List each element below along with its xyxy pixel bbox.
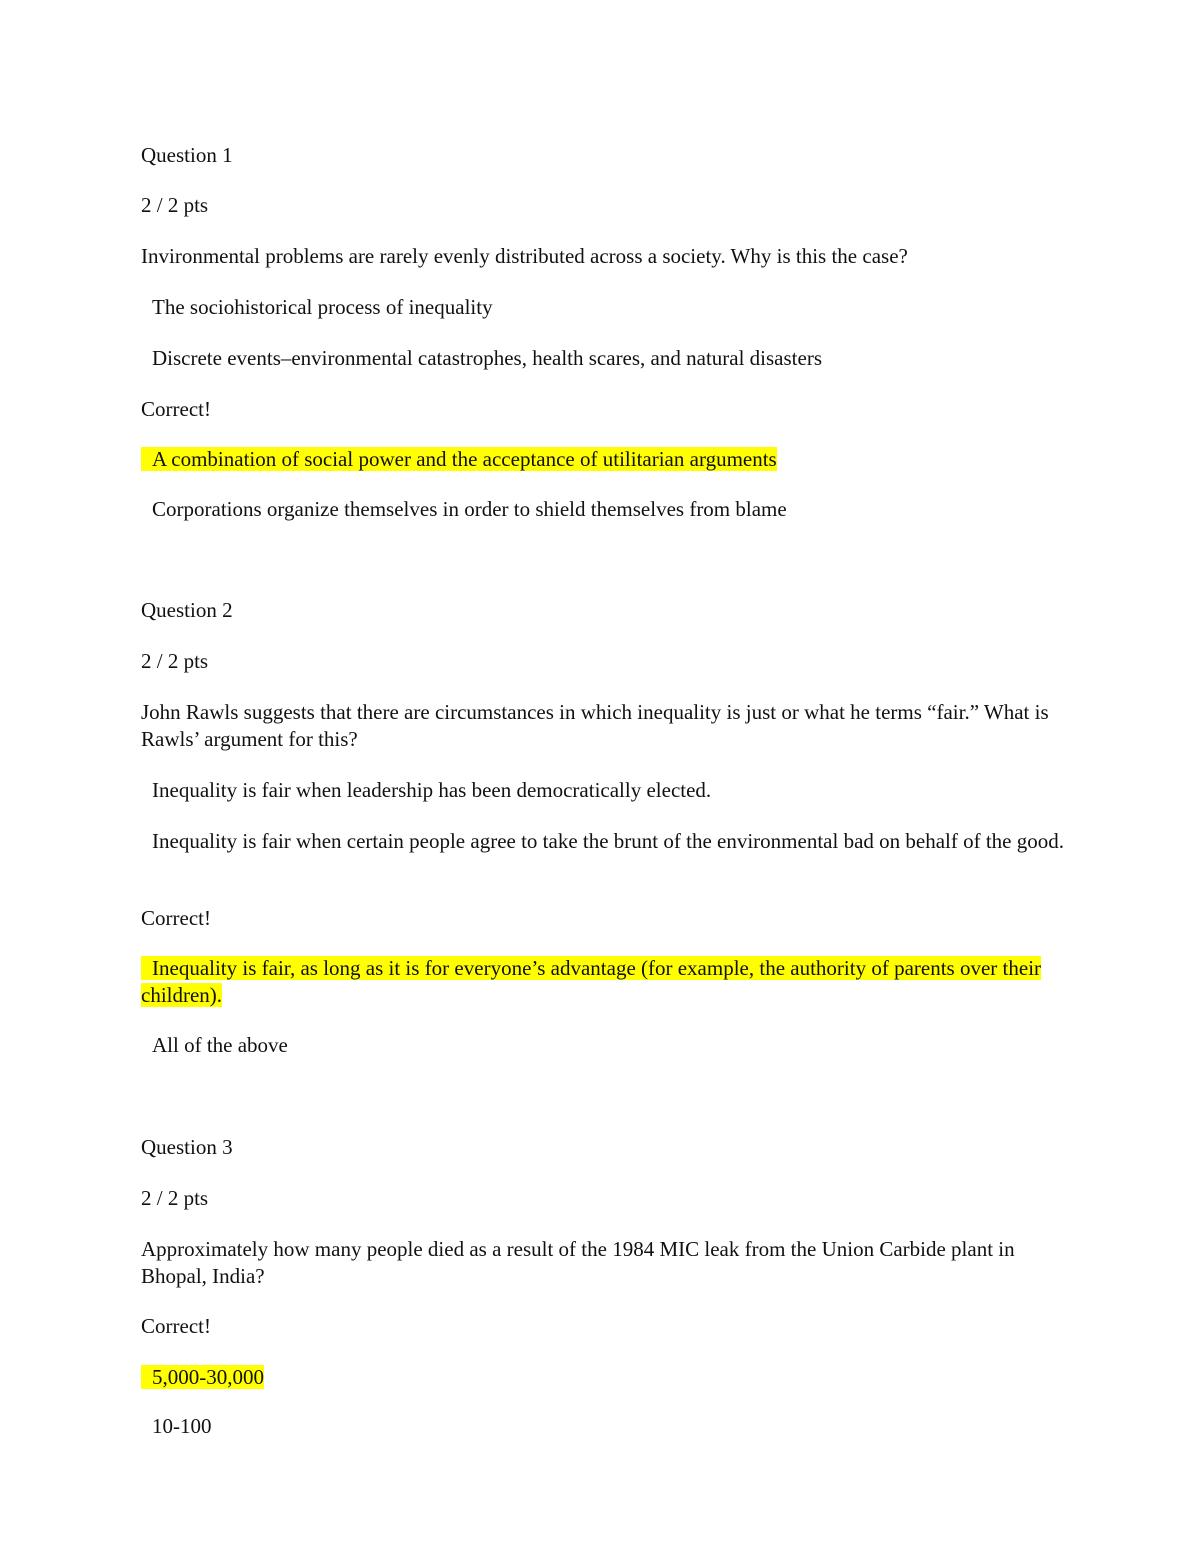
question-2-option-4: All of the above [152,1033,288,1057]
question-2-option-3-correct: Inequality is fair, as long as it is for everyone’s advantage (for example, the authority of parents over their children). [141,956,1042,1007]
question-3-points: 2 / 2 pts [141,1186,209,1210]
question-3-correct-label: Correct! [141,1314,211,1338]
question-1-option-1: The sociohistorical process of inequality [152,295,493,319]
question-1-correct-label: Correct! [141,397,211,421]
question-1-points: 2 / 2 pts [141,193,209,217]
question-3-prompt: Approximately how many people died as a result of the 1984 MIC leak from the Union Carbide plant in Bhopal, India? [141,1237,1015,1288]
question-1-title: Question 1 [141,143,233,167]
question-3-option-2: 10-100 [152,1414,212,1438]
question-2-prompt: John Rawls suggests that there are circumstances in which inequality is just or what he terms “fair.” What is Rawls’ argument for this? [141,700,1049,751]
question-1-option-2: Discrete events–environmental catastrophes, health scares, and natural disasters [152,346,823,370]
question-1-prompt: Invironmental problems are rarely evenly distributed across a society. Why is this the case? [141,244,908,268]
question-2-option-1: Inequality is fair when leadership has been democratically elected. [152,778,712,802]
question-2-correct-label: Correct! [141,906,211,930]
question-1-option-3-correct: A combination of social power and the acceptance of utilitarian arguments [141,446,777,473]
question-3-title: Question 3 [141,1135,233,1159]
question-1-option-4: Corporations organize themselves in order to shield themselves from blame [152,497,787,521]
question-2-title: Question 2 [141,598,233,622]
question-2-points: 2 / 2 pts [141,649,209,673]
question-2-option-2: Inequality is fair when certain people agree to take the brunt of the environmental bad on behalf of the good. [152,829,1065,853]
question-3-option-1-correct: 5,000-30,000 [141,1364,264,1391]
